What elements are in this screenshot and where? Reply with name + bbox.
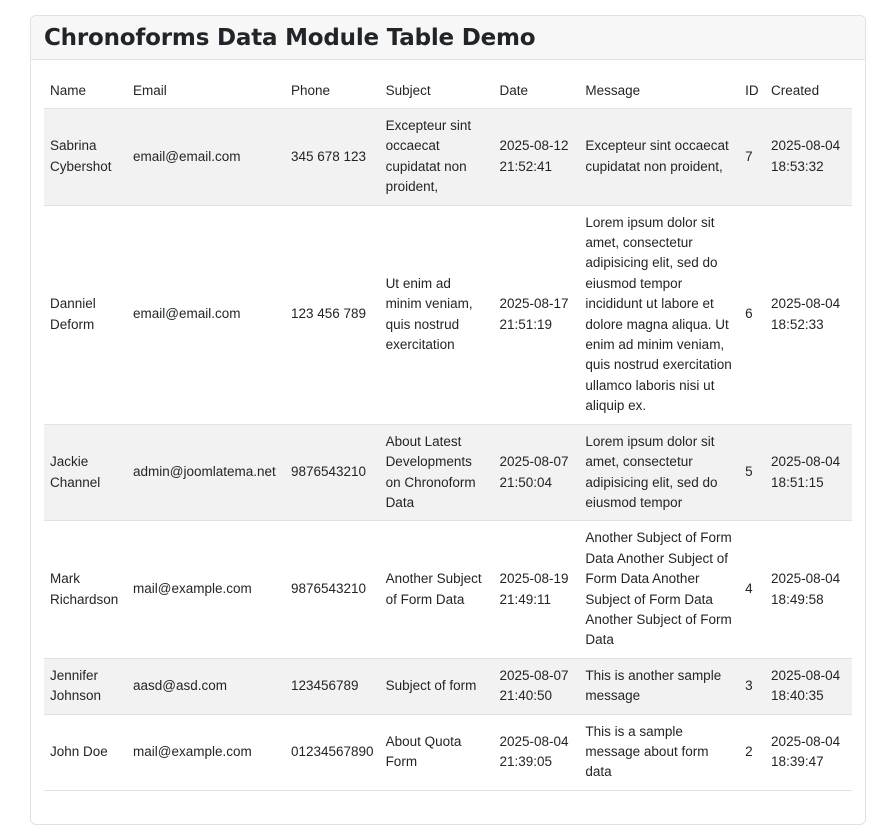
column-header-id: ID xyxy=(739,75,765,109)
table-row xyxy=(44,714,852,790)
cell-message: Lorem ipsum dolor sit amet, consectetur adipisicing elit, sed do eiusmod tempor xyxy=(579,424,739,521)
card-body xyxy=(31,60,865,791)
data-table-card xyxy=(30,15,866,825)
cell-id: 5 xyxy=(739,424,765,521)
cell-date: 2025-08-17 21:51:19 xyxy=(493,205,579,424)
cell-date: 2025-08-07 21:50:04 xyxy=(493,424,579,521)
cell-id: 4 xyxy=(739,521,765,658)
cell-subject: Excepteur sint occaecat cupidatat non proident, xyxy=(380,109,494,206)
cell-email: mail@example.com xyxy=(127,714,285,790)
cell-created: 2025-08-04 18:40:35 xyxy=(765,658,852,714)
cell-message: Excepteur sint occaecat cupidatat non proident, xyxy=(579,109,739,206)
column-header-email: Email xyxy=(127,75,285,109)
cell-id: 3 xyxy=(739,658,765,714)
table-row xyxy=(44,205,852,424)
cell-name: Danniel Deform xyxy=(44,205,127,424)
cell-phone: 01234567890 xyxy=(285,714,380,790)
cell-email: admin@joomlatema.net xyxy=(127,424,285,521)
column-header-phone: Phone xyxy=(285,75,380,109)
cell-subject: Another Subject of Form Data xyxy=(380,521,494,658)
cell-message: This is another sample message xyxy=(579,658,739,714)
cell-date: 2025-08-04 21:39:05 xyxy=(493,714,579,790)
column-header-date: Date xyxy=(493,75,579,109)
cell-id: 2 xyxy=(739,714,765,790)
cell-name: Jackie Channel xyxy=(44,424,127,521)
cell-message: This is a sample message about form data xyxy=(579,714,739,790)
cell-phone: 345 678 123 xyxy=(285,109,380,206)
cell-created: 2025-08-04 18:53:32 xyxy=(765,109,852,206)
card-header xyxy=(31,16,865,60)
cell-date: 2025-08-19 21:49:11 xyxy=(493,521,579,658)
table-row xyxy=(44,521,852,658)
column-header-message: Message xyxy=(579,75,739,109)
page-title: Chronoforms Data Module Table Demo xyxy=(44,24,536,51)
cell-created: 2025-08-04 18:52:33 xyxy=(765,205,852,424)
data-table xyxy=(44,75,852,791)
cell-name: Jennifer Johnson xyxy=(44,658,127,714)
cell-date: 2025-08-07 21:40:50 xyxy=(493,658,579,714)
column-header-subject: Subject xyxy=(380,75,494,109)
cell-email: email@email.com xyxy=(127,109,285,206)
cell-name: Sabrina Cybershot xyxy=(44,109,127,206)
cell-message: Another Subject of Form Data Another Subject of Form Data Another Subject of Form Data Another Subject of Form Data xyxy=(579,521,739,658)
cell-created: 2025-08-04 18:49:58 xyxy=(765,521,852,658)
cell-subject: Ut enim ad minim veniam, quis nostrud exercitation xyxy=(380,205,494,424)
table-header xyxy=(44,75,852,109)
cell-id: 6 xyxy=(739,205,765,424)
cell-date: 2025-08-12 21:52:41 xyxy=(493,109,579,206)
table-row xyxy=(44,424,852,521)
cell-email: email@email.com xyxy=(127,205,285,424)
column-header-name: Name xyxy=(44,75,127,109)
cell-phone: 123456789 xyxy=(285,658,380,714)
cell-id: 7 xyxy=(739,109,765,206)
table-row xyxy=(44,109,852,206)
cell-email: mail@example.com xyxy=(127,521,285,658)
table-row xyxy=(44,658,852,714)
cell-message: Lorem ipsum dolor sit amet, consectetur adipisicing elit, sed do eiusmod tempor incididunt ut labore et dolore magna aliqua. Ut enim ad minim veniam, quis nostrud exercitation ullamco laboris nisi ut aliquip ex. xyxy=(579,205,739,424)
cell-phone: 123 456 789 xyxy=(285,205,380,424)
cell-phone: 9876543210 xyxy=(285,521,380,658)
cell-name: John Doe xyxy=(44,714,127,790)
cell-email: aasd@asd.com xyxy=(127,658,285,714)
cell-phone: 9876543210 xyxy=(285,424,380,521)
cell-name: Mark Richardson xyxy=(44,521,127,658)
cell-subject: About Latest Developments on Chronoform Data xyxy=(380,424,494,521)
table-body xyxy=(44,109,852,791)
cell-subject: About Quota Form xyxy=(380,714,494,790)
cell-subject: Subject of form xyxy=(380,658,494,714)
header-row xyxy=(44,75,852,109)
cell-created: 2025-08-04 18:51:15 xyxy=(765,424,852,521)
cell-created: 2025-08-04 18:39:47 xyxy=(765,714,852,790)
column-header-created: Created xyxy=(765,75,852,109)
